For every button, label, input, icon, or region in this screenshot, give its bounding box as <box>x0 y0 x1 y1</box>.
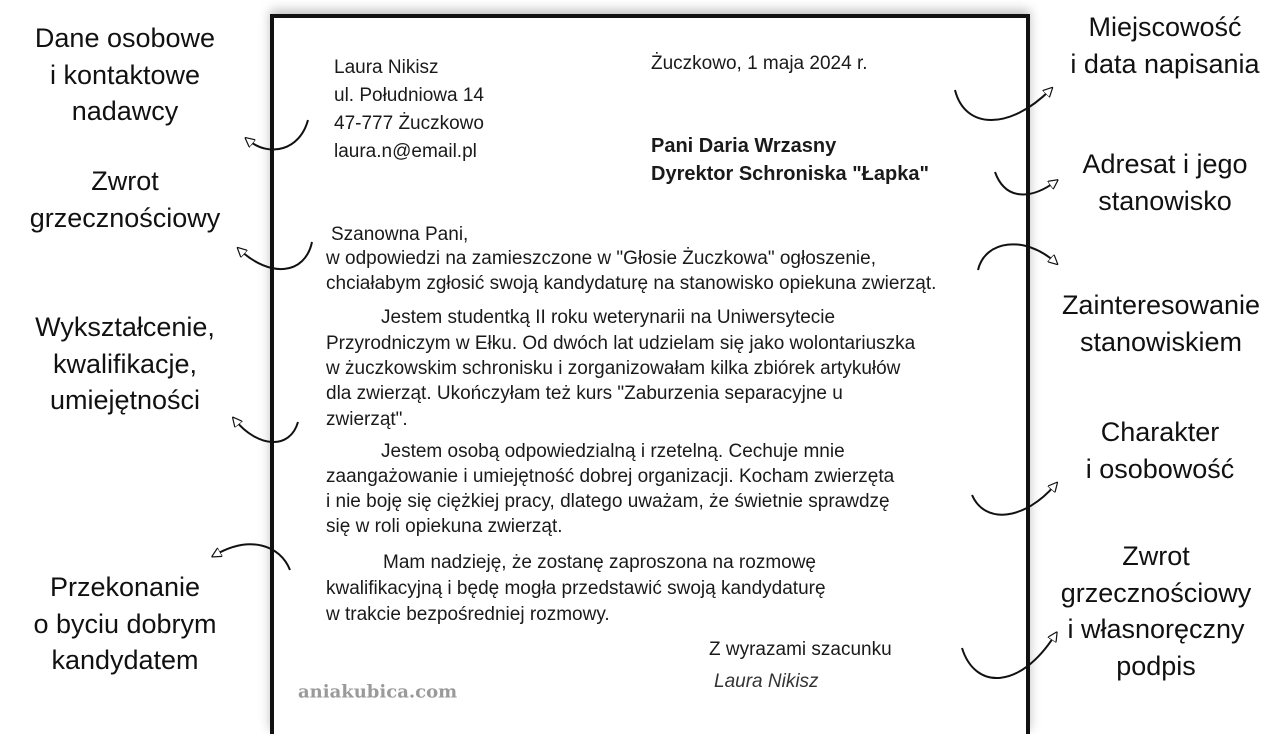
label-line: Zainteresowanie <box>1061 290 1261 320</box>
para4-line: w trakcie bezpośredniej rozmowy. <box>326 604 610 625</box>
sender-email: laura.n@email.pl <box>334 141 477 162</box>
sender-city: 47-777 Żuczkowo <box>334 113 484 134</box>
arrow-icon <box>995 172 1055 194</box>
label-line: i kontaktowe <box>49 59 201 90</box>
signature: Laura Nikisz <box>714 671 819 692</box>
para3-line: i nie boję się ciężkiej pracy, dlatego uważam, że świetnie sprawdzę <box>326 491 890 512</box>
para3-line: Jestem osobą odpowiedzialną i rzetelną. Cechuje mnie <box>381 441 845 462</box>
label-line: i własnoręczny <box>1067 614 1245 644</box>
addressee-name: Pani Daria Wrzasny <box>651 135 837 157</box>
arrow-icon <box>235 420 298 442</box>
intro-line: chciałabym zgłosić swoją kandydaturę na stanowisko opiekuna zwierząt. <box>326 273 937 294</box>
label-line: Zwrot <box>91 166 159 196</box>
arrow-icon <box>962 635 1055 678</box>
para4-line: Mam nadzieję, że zostanę zaproszona na rozmowę <box>383 552 817 573</box>
arrow-icon <box>215 544 290 570</box>
arrow-icon <box>248 120 308 150</box>
label-line: Adresat i jego <box>1082 149 1248 179</box>
label-line: Przekonanie <box>49 572 201 602</box>
label-line: Wykształcenie, <box>35 312 215 342</box>
sender-street: ul. Południowa 14 <box>334 85 484 106</box>
sender-name: Laura Nikisz <box>334 57 439 78</box>
label-line: grzecznościowy <box>1060 577 1252 608</box>
arrow-icon <box>240 242 312 269</box>
label-line: o byciu dobrym <box>33 608 217 639</box>
label-line: Dane osobowe <box>34 23 216 53</box>
salutation: Szanowna Pani, <box>331 224 469 245</box>
addressee-position: Dyrektor Schroniska "Łapka" <box>651 163 929 185</box>
label-line: grzecznościowy <box>29 202 221 233</box>
label-line: podpis <box>1116 650 1196 681</box>
para3-line: się w roli opiekuna zwierząt. <box>326 516 563 537</box>
para2-line: dla zwierząt. Ukończyłam też kurs "Zaburzenia separacyjne u <box>326 383 843 404</box>
label-line: nadawcy <box>71 96 179 126</box>
arrow-icon <box>955 90 1050 120</box>
arrow-icon <box>978 244 1055 270</box>
place-date: Żuczkowo, 1 maja 2024 r. <box>651 53 868 74</box>
label-line: stanowisko <box>1098 185 1232 216</box>
label-line: kandydatem <box>51 645 199 675</box>
closing: Z wyrazami szacunku <box>709 639 892 660</box>
label-line: i data napisania <box>1070 48 1260 79</box>
arrow-icon <box>972 485 1055 515</box>
label-line: Charakter <box>1100 417 1220 447</box>
label-line: Zwrot <box>1122 541 1190 571</box>
para2-line: Jestem studentką II roku weterynarii na Uniwersytecie <box>381 307 836 328</box>
label-line: stanowiskiem <box>1079 326 1243 357</box>
para3-line: zaangażowanie i umiejętność dobrej organizacji. Kocham zwierzęta <box>326 466 895 487</box>
watermark: aniakubica.com <box>298 681 458 703</box>
intro-line: w odpowiedzi na zamieszczone w "Głosie Żuczkowa" ogłoszenie, <box>326 248 876 269</box>
label-line: Miejscowość <box>1088 12 1242 42</box>
label-line: i osobowość <box>1085 453 1235 484</box>
label-line: kwalifikacje, <box>52 348 198 379</box>
para2-line: zwierząt". <box>326 409 408 430</box>
para4-line: kwalifikacyjną i będę mogła przedstawić swoją kandydaturę <box>326 578 826 599</box>
para2-line: w żuczkowskim schronisku i zorganizowałam kilka zbiórek artykułów <box>326 358 901 379</box>
label-line: umiejętności <box>49 385 201 415</box>
para2-line: Przyrodniczym w Ełku. Od dwóch lat udzielam się jako wolontariuszka <box>326 333 916 354</box>
